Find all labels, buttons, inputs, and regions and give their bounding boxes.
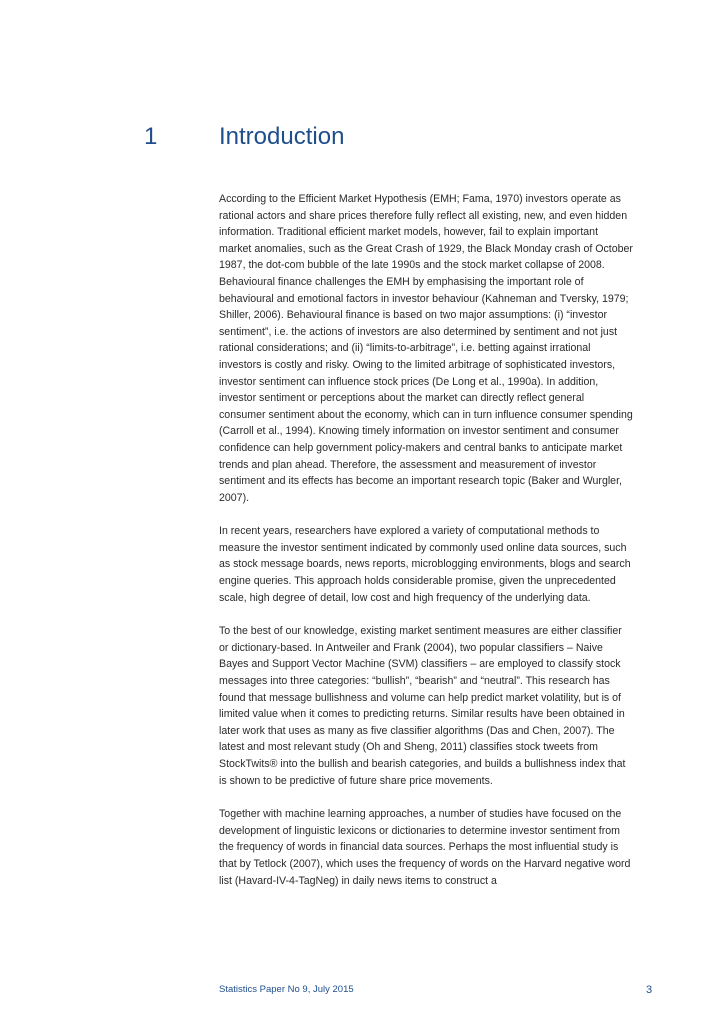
footer-publication: Statistics Paper No 9, July 2015: [219, 984, 354, 995]
body-text: [219, 191, 633, 906]
page-footer: [0, 983, 724, 999]
paragraph-3: To the best of our knowledge, existing market sentiment measures are either classifier or dictionary-based. In Antweiler and Frank (2004), two popular classifiers – Naive Bayes and Support Vector Machine (SVM) classifiers – are employed to classify stock messages into three categories: “bullish”, “bearish” and “neutral”. This research has found that message bullishness and volume can help predict market volatility, but is of limited value when it comes to predicting returns. Similar results have been obtained in later work that uses as many as five classifier algorithms (Das and Chen, 2007). The latest and most relevant study (Oh and Sheng, 2011) classifies stock tweets from StockTwits® into the bullish and bearish categories, and builds a bullishness index that is shown to be predictive of future share price movements.: [219, 625, 626, 787]
page-number: 3: [646, 984, 653, 996]
paragraph-1: According to the Efficient Market Hypothesis (EMH; Fama, 1970) investors operate as rational actors and share prices therefore fully reflect all existing, new, and even hidden information. Traditional efficient market models, however, fail to explain important market anomalies, such as the Great Crash of 1929, the Black Monday crash of October 1987, the dot-com bubble of the late 1990s and the stock market collapse of 2008. Behavioural finance challenges the EMH by emphasising the important role of behavioural and emotional factors in investor behaviour (Kahneman and Tversky, 1979; Shiller, 2006). Behavioural finance is based on two major assumptions: (i) “investor sentiment”, i.e. the actions of investors are also determined by sentiment and not just rational considerations; and (ii) “limits-to-arbitrage”, i.e. betting against irrational investors is costly and risky. Owing to the limited arbitrage of sophisticated investors, investor sentiment can influence stock prices (De Long et al., 1990a). In addition, investor sentiment or perceptions about the market can directly reflect general consumer sentiment about the economy, which can in turn influence consumer spending (Carroll et al., 1994). Knowing timely information on investor sentiment and consumer confidence can help government policy-makers and central banks to anticipate market trends and plan ahead. Therefore, the assessment and measurement of investor sentiment and its effects has become an important research topic (Baker and Wurgler, 2007).: [219, 193, 633, 504]
section-heading: [0, 122, 724, 156]
section-title: Introduction: [219, 123, 345, 150]
paragraph-2: In recent years, researchers have explored a variety of computational methods to measure the investor sentiment indicated by commonly used online data sources, such as stock message boards, news reports, microblogging environments, blogs and search engine queries. This approach holds considerable promise, given the unprecedented scale, high degree of detail, low cost and high frequency of the underlying data.: [219, 525, 631, 604]
paragraph-4: Together with machine learning approaches, a number of studies have focused on the development of linguistic lexicons or dictionaries to determine investor sentiment from the frequency of words in financial data sources. Perhaps the most influential study is that by Tetlock (2007), which uses the frequency of words on the Harvard negative word list (Havard-IV-4-TagNeg) in daily news items to construct a: [219, 808, 631, 887]
section-number: 1: [144, 123, 158, 150]
